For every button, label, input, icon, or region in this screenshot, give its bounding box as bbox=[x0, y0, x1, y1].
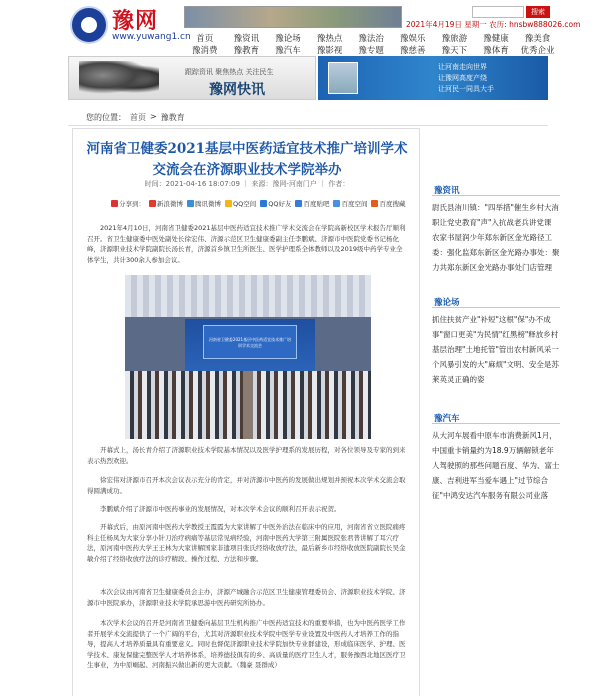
news-banner[interactable] bbox=[68, 56, 548, 100]
nav-item[interactable]: 优秀企业 bbox=[520, 46, 555, 56]
banner-right-line: 让河南走向世界 bbox=[438, 63, 487, 71]
share-item[interactable] bbox=[149, 198, 183, 208]
baidu-space-icon bbox=[333, 200, 340, 207]
nav-item[interactable]: 豫汽车 bbox=[275, 46, 301, 56]
nav-item[interactable]: 豫体育 bbox=[483, 46, 509, 56]
share-label: 新浪微博 bbox=[157, 199, 183, 208]
nav-item[interactable]: 豫美食 bbox=[524, 34, 551, 44]
logo-icon[interactable] bbox=[70, 6, 108, 44]
qq-icon bbox=[260, 200, 267, 207]
share-item[interactable] bbox=[111, 198, 145, 208]
nav-item[interactable]: 豫论场 bbox=[275, 34, 301, 44]
nav-item[interactable]: 豫旅游 bbox=[441, 34, 468, 44]
tencent-weibo-icon bbox=[187, 200, 194, 207]
search-input[interactable] bbox=[472, 6, 524, 18]
article-paragraph: 2021年4月10日，河南省卫健委2021基层中医药适宜技术推广学术交流会在学院高新校区学术报告厅顺利召开。省卫生健康委中医处副处长徐宏伟、济源示范区卫生健康委副主任李鹏斌、济源市中医院党委书记杨化峰，济源职业技术学院副院长汤长青，济源首乡镇卫生所医生、医学护理系全体教师以及2019级中药学专业全体学生，共计300余人参加会议。 bbox=[87, 224, 406, 264]
share-label: 百度空间 bbox=[341, 199, 368, 208]
article bbox=[72, 128, 420, 696]
photo-screen-text: 河南省卫健委2021基层中医药适宜技术推广培训学术交流会 bbox=[208, 337, 292, 348]
photo-aisle bbox=[243, 371, 253, 439]
banner-thumbnail bbox=[328, 62, 358, 94]
nav-item[interactable]: 豫健康 bbox=[483, 34, 509, 44]
search-button[interactable]: 搜索 bbox=[526, 6, 550, 18]
share-item[interactable] bbox=[260, 198, 291, 208]
baidu-fav-icon bbox=[371, 200, 378, 207]
share-label: 百度搜藏 bbox=[379, 199, 406, 208]
sidebar-section-header bbox=[432, 296, 560, 308]
logo-url: www.yuwang1.cn bbox=[112, 32, 191, 42]
share-label: 腾讯微博 bbox=[195, 199, 221, 208]
nav-item[interactable]: 豫天下 bbox=[441, 46, 468, 56]
breadcrumb-separator: > bbox=[150, 112, 157, 121]
share-label: 分享到： bbox=[119, 199, 145, 208]
sidebar-list[interactable]: 尉氏县洧川镇："四举措"催生乡村大洧职让党史教育"声"入抗战老兵讲党课 农家书屋润少年郑东新区金光路径工委：强化监郑东新区金光路办事处：聚力共郑东新区金光路办事处门店管理 bbox=[432, 203, 560, 272]
banner-left bbox=[68, 56, 316, 100]
sidebar-section-header bbox=[432, 184, 560, 196]
sidebar-list[interactable]: 抓住扶贫产业"补短"这根"保"办不成事"窗口更美"为民情"红黑榜"释放乡村基层治理"土地托管"管出农村新风采一个风暴引发的大"麻烦"文明、安全是苏莱英灵正确的姿 bbox=[432, 315, 559, 384]
share-label: QQ空间 bbox=[233, 199, 257, 208]
sidebar-section-title[interactable]: 豫论场 bbox=[434, 298, 460, 308]
share-icon bbox=[111, 200, 118, 207]
photo-ceiling bbox=[125, 275, 371, 317]
sidebar-section-title[interactable]: 豫资讯 bbox=[434, 186, 460, 196]
breadcrumb-section[interactable]: 豫教育 bbox=[160, 113, 185, 122]
breadcrumb-prefix: 您的位置： bbox=[86, 113, 126, 122]
banner-right-line: 让河民一同具大手 bbox=[438, 85, 494, 93]
banner-title: 豫网快讯 bbox=[209, 82, 265, 98]
sidebar-section-header bbox=[432, 412, 560, 424]
banner-slogan: 跟踪资讯 聚焦热点 关注民生 bbox=[185, 68, 274, 76]
article-paragraph: 开幕式上，汤长青介绍了济源职业技术学院基本情况以及医学护理系的发展历程，对各位领导及专家的到来表示热烈欢迎。 bbox=[87, 446, 406, 465]
nav-row-1 bbox=[184, 32, 558, 44]
share-item[interactable] bbox=[295, 198, 329, 208]
nav-item[interactable]: 豫教育 bbox=[233, 46, 260, 56]
share-item[interactable] bbox=[333, 198, 367, 208]
nav-item[interactable]: 豫专题 bbox=[358, 46, 384, 56]
qzone-icon bbox=[225, 200, 232, 207]
banner-right-line: 让豫网高度产绕 bbox=[438, 74, 487, 82]
sidebar-list[interactable]: 从大河车展看中原车市消费新风1月，中国重卡销量约为18.9万辆解锁老年人驾驶照的那些问题百度、华为、富士康、吉利进军当爱车遇上"过节综合征"中鸿安达汽车服务有限公司业落 bbox=[432, 431, 560, 500]
nav-item[interactable]: 豫消费 bbox=[192, 46, 218, 56]
article-paragraph: 开幕式后，由原河南中医药大学教授王霞霞为大家讲解了中医外治法在临床中的应用，河南省省立医院痛疼科主任杨凤为大家分享小针刀治疗病痛等基层常见病经验，河南中医药大学第三附属医院张君普讲解了耳穴疗法，原河南中医药大学王王林为大家讲解国家非遗项目张氏经络收放疗法，最后新乡市经络收放医院副院长吴金敏介绍了经络收放疗法的诊疗精段、操作过程、方法和步骤。 bbox=[87, 523, 406, 563]
nav-item[interactable]: 首页 bbox=[196, 34, 214, 44]
breadcrumb-home[interactable]: 首页 bbox=[130, 113, 146, 122]
date-line: 2021年4月19日 星期一 农历: hnsbw888026.com bbox=[406, 20, 581, 29]
microphone-icon bbox=[79, 61, 159, 97]
sidebar-section-title[interactable]: 豫汽车 bbox=[434, 414, 460, 424]
article-paragraph: 徐宏伟对济源市召开本次会议表示充分的肯定，并对济源市中医药的发展做出规划并预祝本次学术交流会取得圆满成功。 bbox=[87, 476, 406, 495]
nav-item[interactable]: 豫影视 bbox=[316, 46, 343, 56]
article-photo bbox=[125, 275, 371, 439]
nav-item[interactable]: 豫法治 bbox=[358, 34, 384, 44]
weibo-icon bbox=[149, 200, 156, 207]
share-item[interactable] bbox=[225, 198, 256, 208]
nav-item[interactable]: 豫娱乐 bbox=[400, 34, 426, 44]
banner-right bbox=[318, 56, 548, 100]
nav-item[interactable]: 豫慈善 bbox=[400, 46, 426, 56]
share-label: QQ好友 bbox=[268, 199, 292, 208]
article-paragraph: 李鹏斌介绍了济源市中医药事业的发展情况，对本次学术会议的顺利召开表示祝贺。 bbox=[100, 505, 341, 513]
nav-item[interactable]: 豫资讯 bbox=[233, 34, 260, 44]
share-bar bbox=[111, 198, 405, 208]
nav-row-2 bbox=[184, 44, 558, 56]
article-paragraph: 本次学术会议的召开是河南省卫健委向基层卫生机构推广中医药适宜技术的重要举措，也为中医药医学工作者开展学术交流提供了一个广阔的平台，尤其对济源职业技术学院中医学专业设置及中医药人才培养工作的指导，提高人才培养质量具有重要意义。同时也督促济源职业技术学院加快专业群建设，形成临床医学、护理、医学技术、康复保健完整医学人才培养体系，培养德技俱有的乡、高质量的医疗卫生人才，服务豫西北地区医疗卫生事业，为中原崛起、河南振兴做出新的更大贡献。（魏豪 聂群成） bbox=[87, 619, 406, 669]
share-label: 百度贴吧 bbox=[303, 199, 330, 208]
nav-item[interactable]: 豫热点 bbox=[316, 34, 343, 44]
article-paragraph: 本次会议由河南省卫生健康委员会主办，济源产城融合示范区卫生健康管理委员会、济源职业技术学院、济源市中医院承办，济源职业技术学院承思游中医药研究所协办。 bbox=[87, 588, 406, 607]
tieba-icon bbox=[295, 200, 302, 207]
share-item[interactable] bbox=[187, 198, 221, 208]
top-banner-image[interactable] bbox=[184, 6, 402, 28]
breadcrumb bbox=[68, 112, 548, 126]
share-item[interactable] bbox=[371, 198, 405, 208]
logo-name[interactable]: 豫网 bbox=[112, 8, 159, 34]
article-meta: 时间：2021-04-16 18:07:09 ｜ 来源：豫网-河南门户 ｜ 作者： bbox=[144, 180, 350, 188]
article-title: 河南省卫健委2021基层中医药适宜技术推广培训学术交流会在济源职业技术学院举办 bbox=[86, 141, 408, 178]
